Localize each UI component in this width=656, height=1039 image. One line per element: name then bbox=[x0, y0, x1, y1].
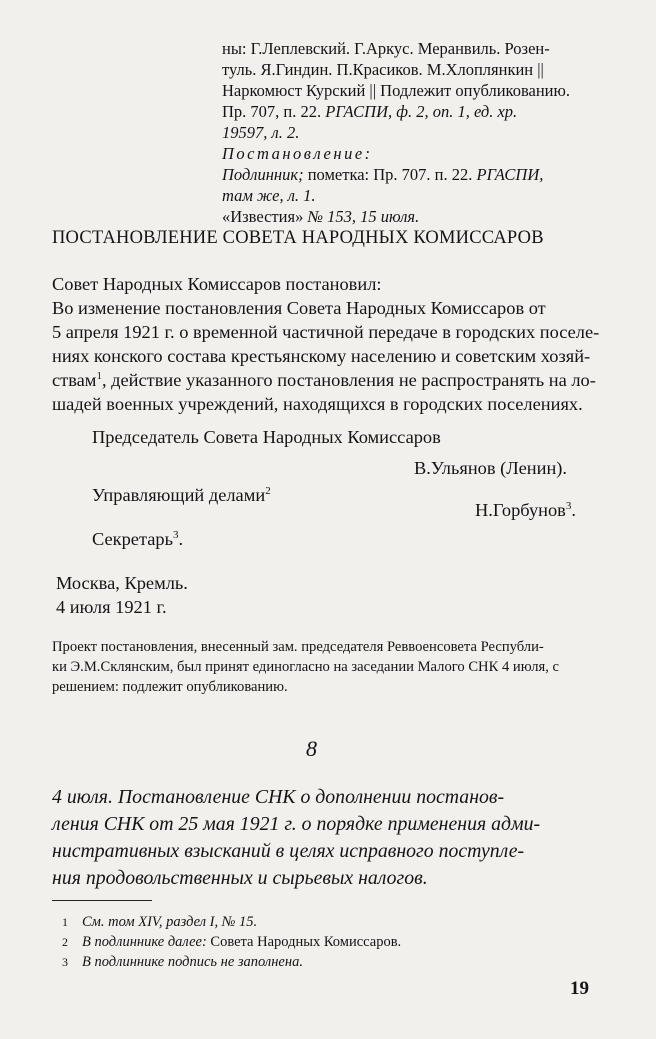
archival-line: туль. Я.Гиндин. П.Красиков. М.Хлоплянкин || bbox=[222, 60, 544, 79]
document-heading bbox=[52, 784, 612, 892]
editorial-note bbox=[52, 637, 608, 697]
note-line: ки Э.М.Склянским, был принят единогласно на заседании Малого СНК 4 июля, с bbox=[52, 659, 560, 675]
footnote bbox=[62, 914, 257, 931]
archival-line: 19597, л. 2. bbox=[222, 123, 300, 142]
original-source: РГАСПИ, bbox=[476, 165, 544, 184]
secretary-end: . bbox=[178, 529, 184, 549]
publication-issue: № 153, 15 июля. bbox=[307, 207, 420, 226]
manager-title-text: Управляющий делами bbox=[92, 485, 266, 505]
footnote-mark: 1 bbox=[62, 915, 68, 929]
manager-title bbox=[92, 483, 271, 507]
footnote-text: В подлиннике далее: bbox=[82, 934, 211, 950]
archival-line bbox=[222, 164, 602, 185]
footnote bbox=[62, 954, 303, 971]
decree-place: Москва, Кремль. bbox=[56, 573, 188, 593]
heading-line: ления СНК от 25 мая 1921 г. о порядке применения адми- bbox=[52, 813, 541, 835]
decree-text-line: шадей военных учреждений, находящихся в городских поселениях. bbox=[52, 394, 583, 414]
chair-title: Председатель Совета Народных Комиссаров bbox=[92, 427, 441, 447]
footnote-text: Совета Народных Комиссаров. bbox=[210, 934, 402, 950]
archival-line: Наркомюст Курский || Подлежит опубликованию. bbox=[222, 81, 570, 100]
footnote-ref: 3 bbox=[172, 528, 179, 541]
footnote-text: См. том XIV, раздел I, № 15. bbox=[82, 914, 258, 930]
decree-date: 4 июля 1921 г. bbox=[56, 597, 167, 617]
archival-line: ны: Г.Леплевский. Г.Аркус. Меранвиль. Розен- bbox=[222, 39, 550, 58]
heading-line: ния продовольственных и сырьевых налогов. bbox=[52, 867, 428, 889]
original-label: Подлинник; bbox=[222, 165, 308, 184]
archival-notes-block bbox=[222, 38, 602, 227]
archival-ref-number: Пр. 707, п. 22. bbox=[222, 102, 326, 121]
publication-name: «Известия» bbox=[222, 207, 308, 226]
footnote-ref: 1 bbox=[96, 369, 102, 382]
archival-line: там же, л. 1. bbox=[222, 186, 316, 205]
footnote bbox=[62, 934, 401, 951]
secretary-text: Секретарь bbox=[92, 529, 173, 549]
note-line: решением: подлежит опубликованию. bbox=[52, 679, 288, 695]
footnote-mark: 2 bbox=[62, 935, 68, 949]
decree-title: ПОСТАНОВЛЕНИЕ СОВЕТА НАРОДНЫХ КОМИССАРОВ bbox=[52, 228, 544, 248]
footnote-text: В подлиннике подпись не заполнена. bbox=[82, 954, 303, 970]
archival-ref-source: РГАСПИ, ф. 2, оп. 1, ед. хр. bbox=[325, 102, 518, 121]
decree-text-line: ниях конского состава крестьянскому населению и советским хозяй- bbox=[52, 346, 591, 366]
footnote-mark: 3 bbox=[62, 955, 68, 969]
chair-name: В.Ульянов (Ленин). bbox=[414, 458, 568, 478]
note-line: Проект постановления, внесенный зам. председателя Реввоенсовета Республи- bbox=[52, 639, 544, 655]
manager-name-end: . bbox=[571, 500, 576, 520]
archival-line: Постановление: bbox=[222, 144, 373, 163]
archival-line bbox=[222, 101, 602, 122]
page-number: 19 bbox=[570, 978, 589, 999]
decree-text-line: 5 апреля 1921 г. о временной частичной передаче в городских поселе- bbox=[52, 322, 600, 342]
original-mark: пометка: Пр. 707. п. 22. bbox=[307, 165, 477, 184]
decree-body bbox=[52, 272, 608, 416]
decree-intro: Совет Народных Комиссаров постановил: bbox=[52, 274, 382, 294]
decree-text-fragment: ствам bbox=[52, 370, 97, 390]
secretary bbox=[92, 527, 183, 551]
footnote-ref: 3 bbox=[565, 499, 572, 512]
archival-line bbox=[222, 206, 602, 227]
footnote-divider bbox=[52, 900, 152, 901]
decree-text-line bbox=[52, 368, 608, 392]
heading-line: 4 июля. Постановление СНК о дополнении постанов- bbox=[52, 786, 505, 808]
manager-name-text: Н.Горбунов bbox=[475, 500, 566, 520]
heading-line: нистративных взысканий в целях исправного поступле- bbox=[52, 840, 525, 862]
manager-name bbox=[475, 498, 576, 522]
decree-text-line: Во изменение постановления Совета Народных Комиссаров от bbox=[52, 298, 546, 318]
decree-text-fragment: , действие указанного постановления не распространять на ло- bbox=[101, 370, 596, 390]
document-number: 8 bbox=[306, 736, 317, 761]
footnote-ref: 2 bbox=[265, 484, 271, 497]
